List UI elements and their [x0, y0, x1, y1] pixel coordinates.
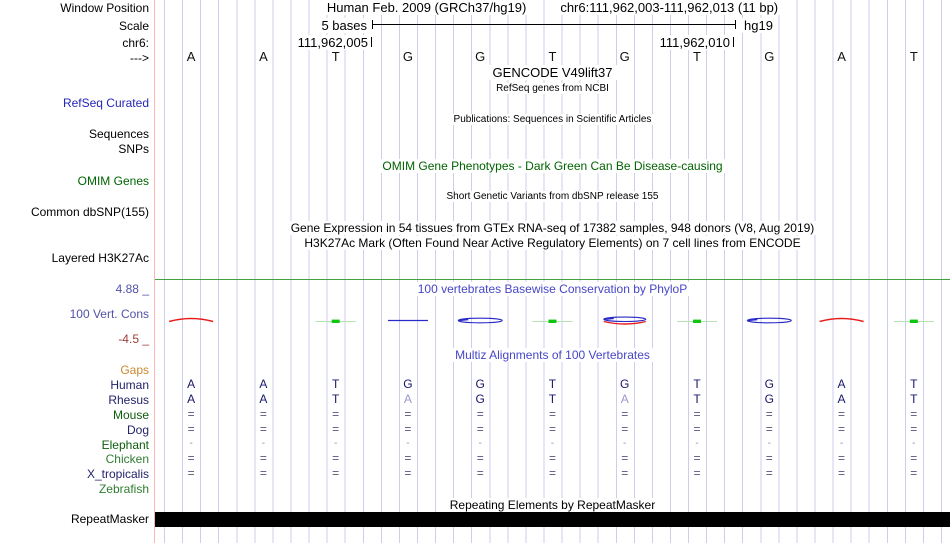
- align-label-chicken[interactable]: Chicken: [105, 452, 149, 466]
- align-label-rhesus[interactable]: Rhesus: [108, 393, 149, 407]
- ref-base-8: T: [693, 49, 701, 64]
- align-row-mouse-base-11: =: [910, 407, 918, 421]
- align-row-x-tropicalis-base-7: =: [621, 466, 629, 480]
- ref-base-2: A: [259, 49, 268, 64]
- track-label-common-dbsnp[interactable]: Common dbSNP(155): [30, 205, 149, 219]
- align-row-x-tropicalis-base-4: =: [404, 466, 412, 480]
- track-title-multiz-text: Multiz Alignments of 100 Vertebrates: [450, 348, 655, 362]
- align-row-chicken-base-5: =: [476, 451, 484, 465]
- genome-assembly-label: hg19: [744, 18, 773, 33]
- align-row-mouse-base-5: =: [476, 407, 484, 421]
- align-row-dog-base-10: =: [838, 422, 846, 436]
- ref-base-5: G: [475, 49, 486, 64]
- align-row-mouse-base-3: =: [332, 407, 340, 421]
- track-title-repeatmasker-text: Repeating Elements by RepeatMasker: [445, 498, 660, 512]
- align-label-zebrafish[interactable]: Zebrafish: [98, 482, 149, 496]
- align-row-rhesus-base-4: A: [403, 392, 412, 406]
- align-row-mouse-base-9: =: [765, 407, 773, 421]
- track-label-100-vert-cons[interactable]: 100 Vert. Cons: [69, 307, 149, 321]
- align-row-human-base-10: A: [837, 377, 846, 391]
- coord-right-tick: [733, 37, 734, 47]
- align-row-chicken-base-8: =: [693, 451, 701, 465]
- track-title-omim[interactable]: [155, 159, 950, 173]
- align-row-rhesus-base-7: A: [620, 392, 629, 406]
- track-label-repeatmasker[interactable]: RepeatMasker: [70, 512, 149, 526]
- align-row-mouse: [155, 407, 950, 421]
- track-title-gencode[interactable]: [155, 66, 950, 80]
- track-title-refseq-sub-text: RefSeq genes from NCBI: [491, 83, 614, 94]
- cons-glyph-6: [533, 320, 573, 323]
- ref-base-7: G: [619, 49, 630, 64]
- align-row-x-tropicalis-base-8: =: [693, 466, 701, 480]
- ref-base-1: A: [186, 49, 196, 64]
- track-title-omim-text: OMIM Gene Phenotypes - Dark Green Can Be Disease-causing: [377, 159, 727, 173]
- cons-glyph-8: [677, 320, 717, 323]
- align-row-human-base-3: T: [331, 377, 340, 391]
- align-row-rhesus-base-5: G: [475, 392, 485, 406]
- align-row-mouse-base-10: =: [838, 407, 846, 421]
- align-row-dog-base-4: =: [404, 422, 412, 436]
- assembly-header: [155, 0, 950, 16]
- label-window-position[interactable]: Window Position: [60, 1, 149, 15]
- cons-scale-max[interactable]: 4.88 _: [115, 282, 149, 296]
- align-row-x-tropicalis-base-3: =: [332, 466, 340, 480]
- track-image-area[interactable]: [155, 0, 950, 543]
- align-row-elephant-base-2: -: [261, 438, 266, 449]
- track-label-omim-genes[interactable]: OMIM Genes: [77, 174, 149, 188]
- align-row-x-tropicalis-base-2: =: [259, 466, 267, 480]
- coord-left: 111,962,005: [297, 35, 368, 50]
- track-title-refseq-sub[interactable]: [155, 82, 950, 96]
- repeatmasker-element-bar[interactable]: [155, 512, 950, 527]
- align-row-x-tropicalis-base-5: =: [476, 466, 484, 480]
- align-row-mouse-base-7: =: [621, 407, 629, 421]
- align-row-rhesus-base-6: T: [548, 392, 557, 406]
- track-title-phylop-text: 100 vertebrates Basewise Conservation by PhyloP: [413, 282, 692, 296]
- align-row-elephant-base-6: -: [550, 438, 555, 449]
- align-row-rhesus-base-8: T: [693, 392, 701, 406]
- align-row-elephant-base-8: -: [695, 438, 699, 449]
- phylop-wiggle-plot: [155, 306, 950, 336]
- align-row-x-tropicalis-base-9: =: [765, 466, 773, 480]
- track-label-layered-h3k27ac[interactable]: Layered H3K27Ac: [51, 251, 149, 265]
- align-row-human-base-7: G: [620, 377, 630, 391]
- track-title-gtex[interactable]: [155, 221, 950, 235]
- align-row-elephant-base-3: -: [333, 438, 338, 449]
- label-strand-arrow[interactable]: --->: [130, 51, 149, 65]
- track-title-phylop[interactable]: [155, 282, 950, 296]
- align-row-chicken-base-1: =: [187, 451, 195, 465]
- assembly-name: Human Feb. 2009 (GRCh37/hg19): [326, 0, 527, 15]
- align-row-rhesus-base-3: T: [331, 392, 340, 406]
- align-row-chicken-base-3: =: [332, 451, 340, 465]
- track-label-sequences[interactable]: Sequences: [88, 127, 149, 141]
- track-title-dbsnp-text: Short Genetic Variants from dbSNP release 155: [442, 191, 664, 202]
- align-row-human-base-5: G: [475, 377, 485, 391]
- align-row-elephant-base-1: -: [189, 438, 193, 449]
- align-row-human-base-6: T: [548, 377, 557, 391]
- align-row-rhesus-base-11: T: [910, 392, 918, 406]
- cons-glyph-11: [894, 320, 934, 323]
- align-row-human-base-1: A: [187, 377, 196, 391]
- align-row-x-tropicalis-base-11: =: [910, 466, 918, 480]
- align-row-chicken-base-6: =: [548, 451, 556, 465]
- scale-bar-tick-left: [372, 20, 373, 29]
- align-row-elephant-base-11: -: [912, 438, 916, 449]
- align-row-dog-base-9: =: [765, 422, 773, 436]
- align-row-x-tropicalis-base-1: =: [187, 466, 195, 480]
- align-row-x-tropicalis: [155, 466, 950, 480]
- align-row-mouse-base-2: =: [259, 407, 267, 421]
- track-label-refseq-curated[interactable]: RefSeq Curated: [62, 96, 149, 110]
- track-title-gtex-text: Gene Expression in 54 tissues from GTEx RNA-seq of 17382 samples, 948 donors (V8, Aug 2019): [286, 221, 820, 235]
- align-row-rhesus-base-9: G: [764, 392, 774, 406]
- align-row-dog-base-7: =: [621, 422, 629, 436]
- align-row-chicken: [155, 451, 950, 465]
- ref-base-4: G: [402, 49, 413, 64]
- align-row-chicken-base-11: =: [910, 451, 918, 465]
- align-row-elephant-base-7: -: [623, 438, 627, 449]
- align-row-dog-base-3: =: [332, 422, 340, 436]
- cons-glyph-1: [169, 319, 213, 322]
- align-row-dog-base-6: =: [548, 422, 556, 436]
- track-title-h3k27ac[interactable]: [155, 236, 950, 250]
- coord-right: 111,962,010: [659, 35, 730, 50]
- label-chr6[interactable]: chr6:: [122, 36, 149, 50]
- position-range: chr6:111,962,003-111,962,013 (11 bp): [560, 0, 779, 15]
- align-row-human: [155, 377, 950, 391]
- track-title-h3k27ac-text: H3K27Ac Mark (Often Found Near Active Regulatory Elements) on 7 cell lines from ENCODE: [299, 236, 805, 250]
- scale-bar-label: 5 bases: [321, 18, 367, 33]
- ref-base-6: T: [548, 49, 557, 64]
- align-row-dog-base-11: =: [910, 422, 918, 436]
- align-row-elephant-base-5: -: [478, 438, 482, 449]
- track-title-gencode-text: GENCODE V49lift37: [488, 65, 618, 80]
- align-row-rhesus-base-10: A: [837, 392, 846, 406]
- align-row-mouse-base-8: =: [693, 407, 701, 421]
- track-label-snps[interactable]: SNPs: [118, 142, 149, 156]
- track-title-multiz[interactable]: [155, 348, 950, 362]
- align-row-elephant-base-4: -: [406, 438, 410, 449]
- align-row-dog-base-8: =: [693, 422, 701, 436]
- cons-glyph-10: [820, 319, 864, 322]
- align-row-elephant-base-9: -: [767, 438, 771, 449]
- align-row-elephant-base-10: -: [839, 438, 844, 449]
- scale-bar-line: [372, 24, 735, 25]
- align-label-dog[interactable]: Dog: [126, 423, 149, 437]
- scale-bar-tick-right: [735, 20, 736, 29]
- align-row-mouse-base-4: =: [404, 407, 412, 421]
- ref-base-3: T: [331, 49, 340, 64]
- align-row-dog-base-1: =: [187, 422, 195, 436]
- track-title-dbsnp[interactable]: [155, 190, 950, 204]
- align-row-dog-base-2: =: [259, 422, 267, 436]
- cons-glyph-9: [747, 318, 791, 323]
- align-row-human-base-8: T: [693, 377, 701, 391]
- align-label-gaps[interactable]: Gaps: [120, 363, 149, 377]
- align-label-x-tropicalis[interactable]: X_tropicalis: [86, 467, 149, 481]
- align-row-chicken-base-10: =: [838, 451, 846, 465]
- conservation-track-top-line: [155, 279, 950, 280]
- align-row-human-base-2: A: [259, 377, 268, 391]
- cons-glyph-3: [316, 320, 356, 323]
- align-row-human-base-4: G: [403, 377, 413, 391]
- align-row-chicken-base-7: =: [621, 451, 629, 465]
- align-row-chicken-base-2: =: [259, 451, 267, 465]
- align-row-rhesus-base-2: A: [259, 392, 268, 406]
- align-row-rhesus-base-1: A: [187, 392, 196, 406]
- ref-base-11: T: [909, 49, 918, 64]
- align-row-rhesus: [155, 392, 950, 406]
- align-row-mouse-base-6: =: [548, 407, 556, 421]
- align-row-mouse-base-1: =: [187, 407, 195, 421]
- align-label-mouse[interactable]: Mouse: [112, 408, 149, 422]
- align-row-x-tropicalis-base-6: =: [548, 466, 556, 480]
- track-title-publications[interactable]: [155, 113, 950, 127]
- cons-glyph-5: [458, 318, 502, 323]
- align-row-dog-base-5: =: [476, 422, 484, 436]
- align-row-elephant: [155, 437, 950, 451]
- ref-base-10: A: [837, 49, 846, 64]
- align-label-human[interactable]: Human: [110, 378, 149, 392]
- reference-sequence-row: [155, 49, 950, 65]
- track-title-publications-text: Publications: Sequences in Scientific Articles: [449, 114, 657, 125]
- side-label-column: [0, 0, 152, 543]
- label-scale[interactable]: Scale: [118, 19, 149, 33]
- align-row-dog: [155, 422, 950, 436]
- align-row-x-tropicalis-base-10: =: [838, 466, 846, 480]
- align-row-human-base-11: T: [910, 377, 918, 391]
- align-row-chicken-base-4: =: [404, 451, 412, 465]
- track-title-repeatmasker[interactable]: [155, 498, 950, 512]
- align-label-elephant[interactable]: Elephant: [101, 438, 149, 452]
- ref-base-9: G: [764, 49, 775, 64]
- align-row-human-base-9: G: [764, 377, 774, 391]
- cons-scale-min[interactable]: -4.5 _: [118, 332, 149, 346]
- cons-glyph-7: [604, 317, 646, 324]
- align-row-chicken-base-9: =: [765, 451, 773, 465]
